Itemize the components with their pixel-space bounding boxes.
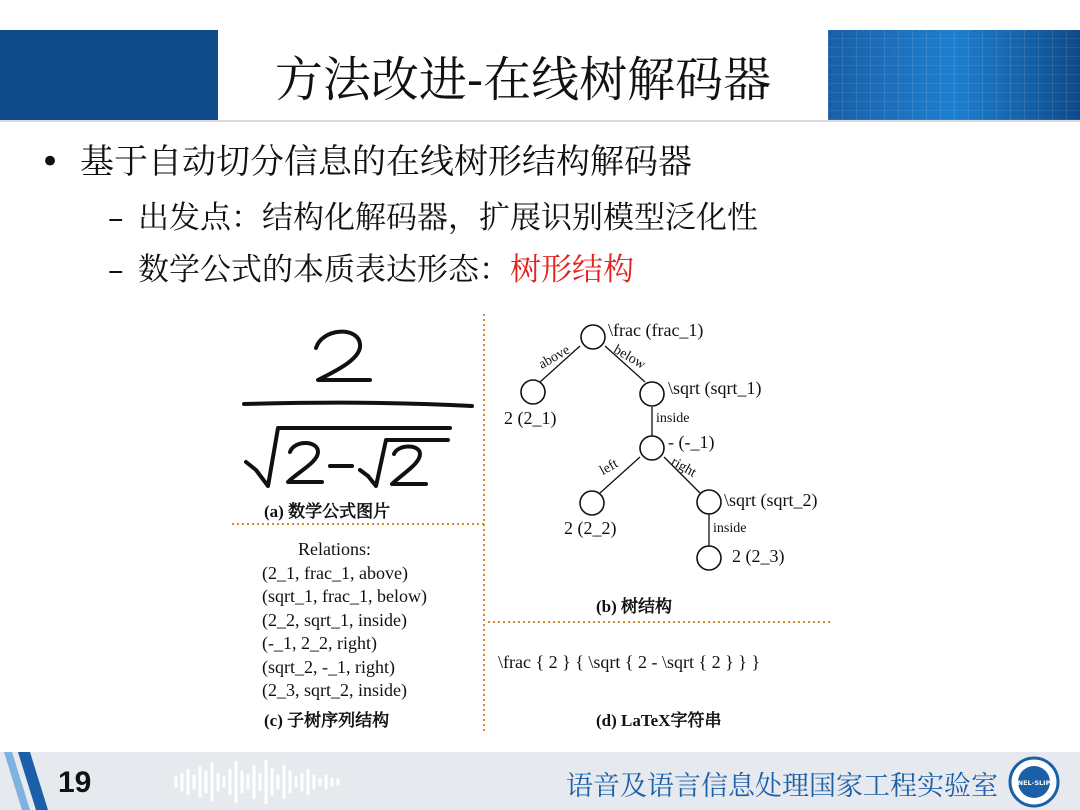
node-minus-circle <box>640 436 664 460</box>
bullet-sub-1-text: 出发点：结构化解码器，扩展识别模型泛化性 <box>138 200 758 236</box>
caption-c: (c) 子树序列结构 <box>264 711 390 730</box>
edge-label-right: right <box>668 454 699 481</box>
edge-label-below: below <box>610 342 648 373</box>
relation-item: (2_2, sqrt_1, inside) <box>262 609 407 630</box>
sound-wave-icon <box>172 760 352 804</box>
logo-text: NEL-SLIP <box>1017 779 1051 787</box>
node-two3-circle <box>697 546 721 570</box>
caption-a: (a) 数学公式图片 <box>264 502 391 521</box>
node-sqrt2-circle <box>697 490 721 514</box>
node-frac-circle <box>581 325 605 349</box>
relation-item: (-_1, 2_2, right) <box>262 633 377 653</box>
dash-icon: – <box>108 200 124 236</box>
node-two3-label: 2 (2_3) <box>732 546 785 566</box>
edge-label-inside-1: inside <box>656 411 690 426</box>
relations-list <box>262 538 427 703</box>
relation-item: (sqrt_2, -_1, right) <box>262 656 395 677</box>
relation-item: (2_1, frac_1, above) <box>262 562 408 583</box>
node-sqrt1-label: \sqrt (sqrt_1) <box>668 378 762 398</box>
caption-d: (d) LaTeX字符串 <box>596 711 722 730</box>
node-sqrt1-circle <box>640 382 664 406</box>
bullet-dot-icon: • <box>40 142 61 182</box>
slide-title: 方法改进-在线树解码器 <box>274 51 772 108</box>
node-sqrt2-label: \sqrt (sqrt_2) <box>724 490 818 510</box>
handwritten-formula <box>244 332 472 486</box>
relations-title: Relations: <box>298 539 371 559</box>
node-two2-label: 2 (2_2) <box>564 518 617 538</box>
edge-label-left: left <box>597 456 621 479</box>
page-number: 19 <box>58 766 92 799</box>
relation-item: (2_3, sqrt_2, inside) <box>262 680 407 700</box>
caption-b: (b) 树结构 <box>596 597 673 616</box>
organization-name: 语音及语言信息处理国家工程实验室 <box>566 771 998 802</box>
footer-slash-decoration <box>0 752 60 810</box>
bullet-sub-2-highlight: 树形结构 <box>510 252 634 288</box>
relation-item: (sqrt_1, frac_1, below) <box>262 586 427 606</box>
bullet-sub-2-prefix: 数学公式的本质表达形态： <box>138 252 510 288</box>
node-two1-label: 2 (2_1) <box>504 408 557 428</box>
latex-string: \frac { 2 } { \sqrt { 2 - \sqrt { 2 } } } <box>498 652 761 672</box>
bullet-main-text: 基于自动切分信息的在线树形结构解码器 <box>80 142 692 182</box>
edge-label-above: above <box>536 342 573 373</box>
edge-label-inside-2: inside <box>713 521 747 536</box>
dash-icon: – <box>108 252 124 288</box>
node-minus-label: - (-_1) <box>668 432 715 452</box>
lab-logo-seal <box>1008 756 1060 808</box>
node-two1-circle <box>521 380 545 404</box>
node-two2-circle <box>580 491 604 515</box>
node-frac-label: \frac (frac_1) <box>608 320 704 340</box>
